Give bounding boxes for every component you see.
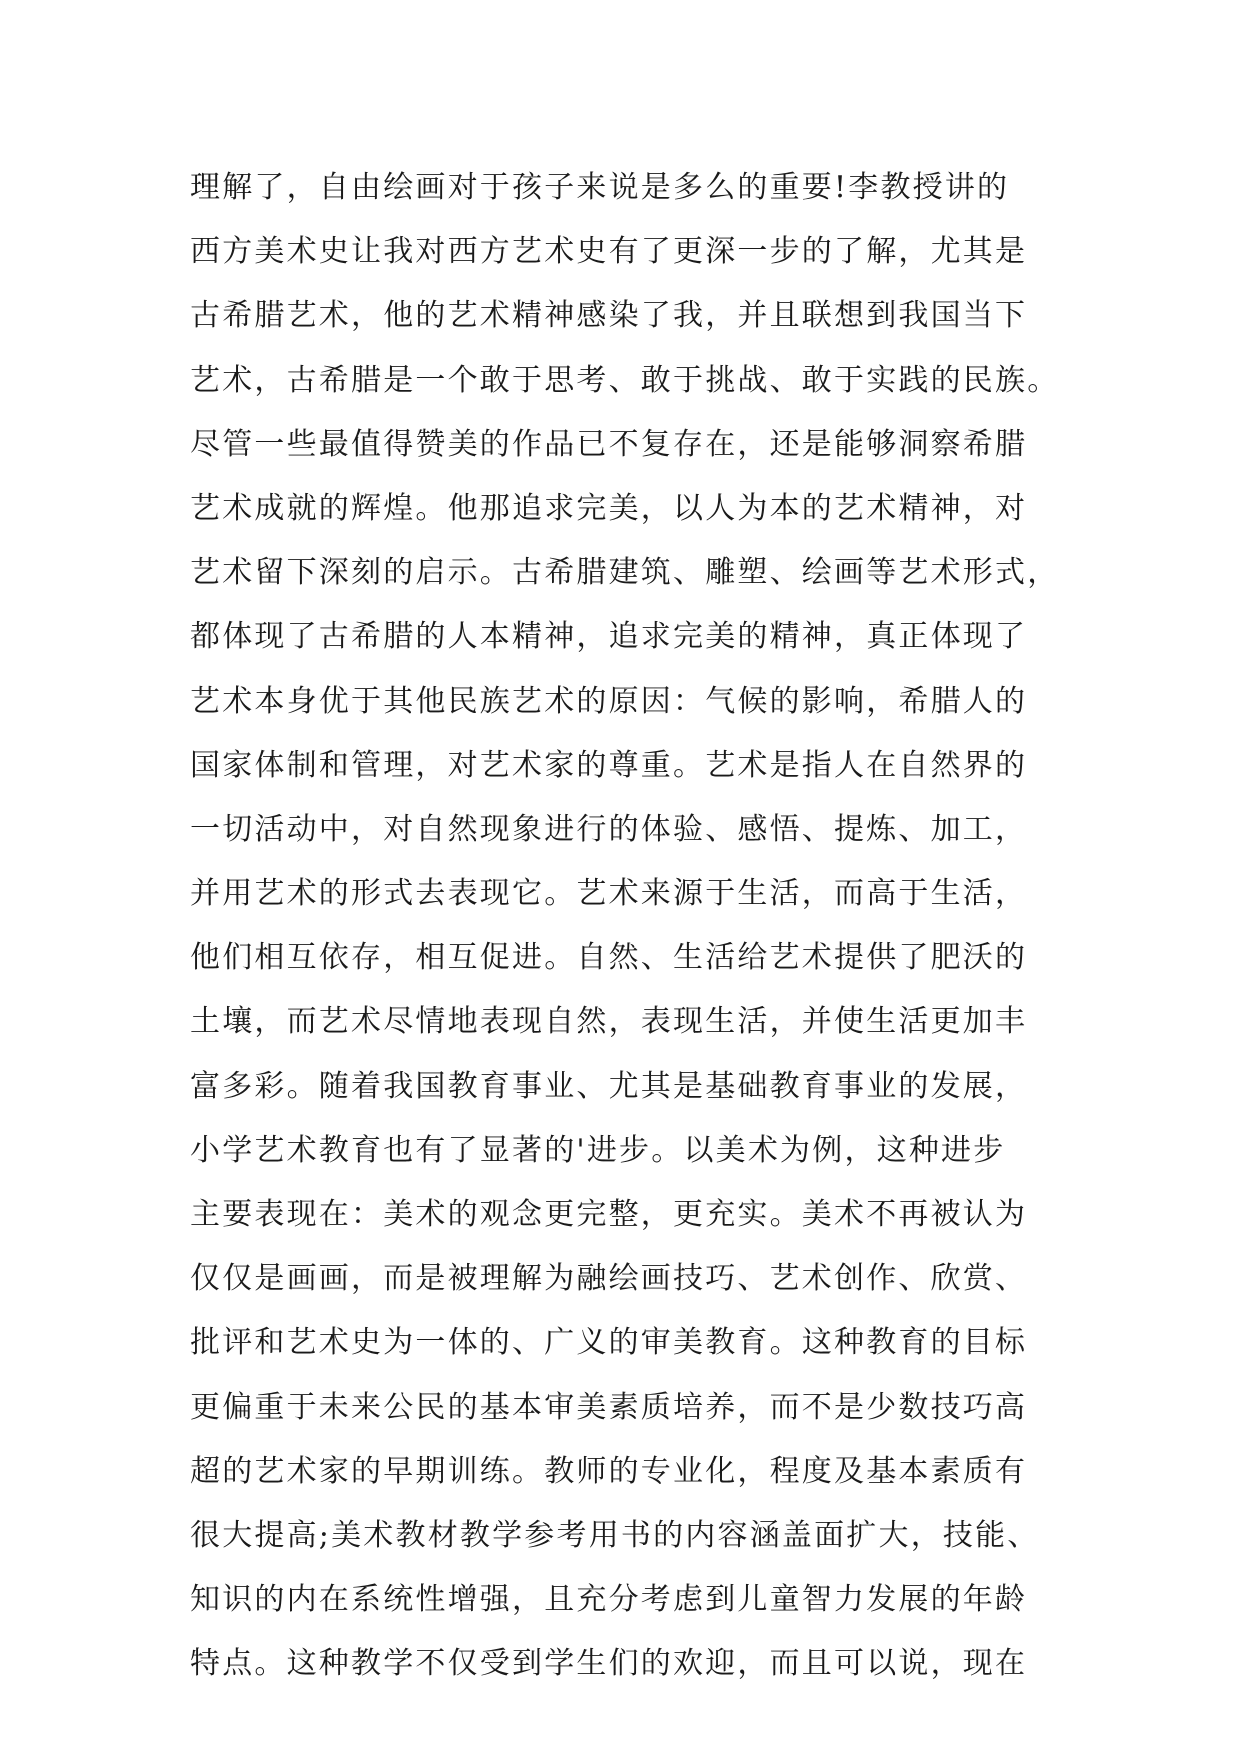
text-line: 国家体制和管理，对艺术家的尊重。艺术是指人在自然界的 <box>190 747 1028 783</box>
text-line: 古希腊艺术，他的艺术精神感染了我，并且联想到我国当下 <box>190 298 1028 334</box>
text-line: 小学艺术教育也有了显著的'进步。以美术为例，这种进步 <box>190 1132 1006 1168</box>
text-line: 主要表现在：美术的观念更完整，更充实。美术不再被认为 <box>190 1197 1028 1232</box>
text-line: 艺术留下深刻的启示。古希腊建筑、雕塑、绘画等艺术形式， <box>190 555 1060 591</box>
text-line: 土壤，而艺术尽情地表现自然，表现生活，并使生活更加丰 <box>190 1004 1028 1040</box>
text-line: 仅仅是画画，而是被理解为融绘画技巧、艺术创作、欣赏、 <box>190 1261 1028 1297</box>
text-line: 尽管一些最值得赞美的作品已不复存在，还是能够洞察希腊 <box>190 426 1028 462</box>
text-line: 知识的内在系统性增强，且充分考虑到儿童智力发展的年龄 <box>190 1582 1028 1618</box>
text-line: 更偏重于未来公民的基本审美素质培养，而不是少数技巧高 <box>190 1389 1028 1425</box>
text-line: 艺术本身优于其他民族艺术的原因：气候的影响，希腊人的 <box>190 683 1028 719</box>
text-line: 批评和艺术史为一体的、广义的审美教育。这种教育的目标 <box>190 1325 1028 1361</box>
text-line: 艺术成就的辉煌。他那追求完美，以人为本的艺术精神，对 <box>190 490 1028 526</box>
text-line: 艺术，古希腊是一个敢于思考、敢于挑战、敢于实践的民族。 <box>190 362 1060 398</box>
body-text <box>190 156 1060 1697</box>
text-line: 很大提高;美术教材教学参考用书的内容涵盖面扩大，技能、 <box>190 1517 1040 1553</box>
text-line: 他们相互依存，相互促进。自然、生活给艺术提供了肥沃的 <box>190 940 1028 976</box>
text-line: 理解了，自由绘画对于孩子来说是多么的重要!李教授讲的 <box>190 170 1010 205</box>
text-line: 都体现了古希腊的人本精神，追求完美的精神，真正体现了 <box>190 619 1028 655</box>
text-line: 并用艺术的形式去表现它。艺术来源于生活，而高于生活， <box>190 876 1028 912</box>
text-line: 超的艺术家的早期训练。教师的专业化，程度及基本素质有 <box>190 1453 1028 1489</box>
text-line: 富多彩。随着我国教育事业、尤其是基础教育事业的发展， <box>190 1068 1028 1104</box>
text-line: 特点。这种教学不仅受到学生们的欢迎，而且可以说，现在 <box>190 1646 1028 1682</box>
text-line: 西方美术史让我对西方艺术史有了更深一步的了解，尤其是 <box>190 234 1028 270</box>
text-line: 一切活动中，对自然现象进行的体验、感悟、提炼、加工， <box>190 811 1028 847</box>
